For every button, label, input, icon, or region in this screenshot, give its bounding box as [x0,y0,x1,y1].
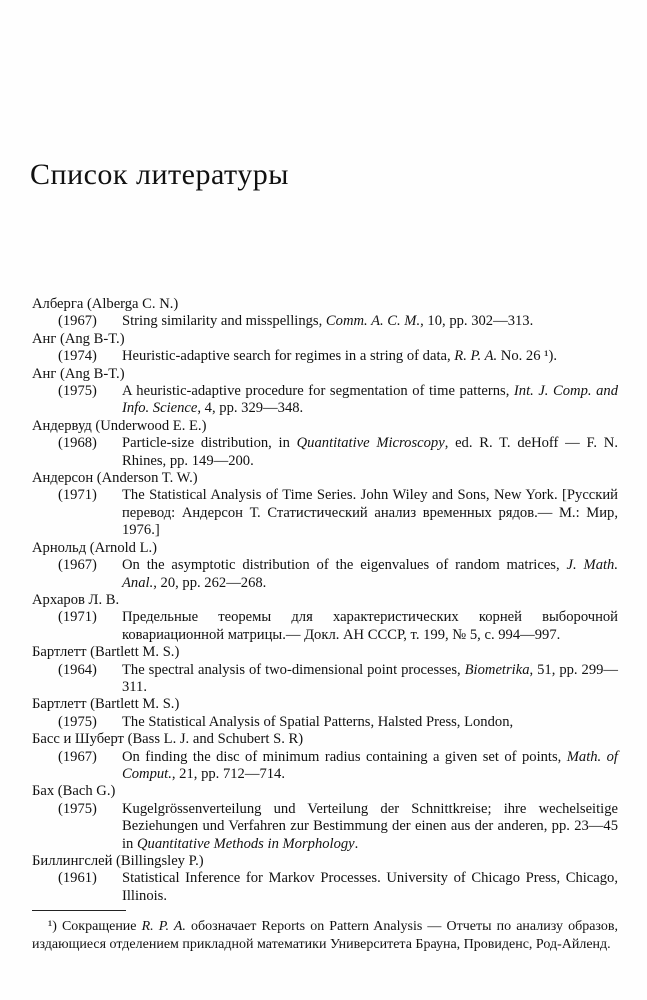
reference-text-pre: Statistical Inference for Markov Processes. University of Chicago Press, Chicago, Illinois. [122,870,618,904]
reference-entry [32,592,618,644]
reference-text-post: , 10, pp. 302—313. [420,313,534,330]
footnote-mark: ¹) [48,919,57,934]
reference-text-pre: Heuristic-adaptive search for regimes in a string of data, [122,348,455,365]
reference-text-post: , ed. R. T. deHoff — F. N. Rhines, pp. 149—200. [122,435,618,469]
reference-text-pre: String similarity and misspellings, [122,313,326,330]
reference-journal: Int. J. Comp. and Info. Science [122,383,618,417]
reference-text-pre: Предельные теоремы для характеристических корней выборочной ковариационной матрицы.— Докл. АН СССР, т. 199, № 5, с. 994—997. [122,609,618,643]
reference-author: Бартлетт (Bartlett M. S.) [32,696,180,713]
reference-year: (1967) [58,748,97,765]
reference-text-pre: A heuristic-adaptive procedure for segmentation of time patterns, [122,383,514,400]
reference-journal: Comm. A. C. M. [325,313,421,330]
reference-text [122,714,618,731]
reference-author: Андерсон (Anderson T. W.) [32,470,198,487]
reference-entry [32,783,618,853]
reference-year: (1967) [58,313,97,330]
reference-text-pre: The spectral analysis of two-dimensional point processes, [122,661,465,678]
reference-journal: Quantitative Microscopy [296,435,445,452]
reference-entry [32,696,618,731]
reference-author: Биллингслей (Billingsley P.) [32,853,204,869]
reference-entry [32,540,618,592]
reference-entry [32,644,618,696]
reference-entry [32,853,618,905]
reference-text-post: , 20, pp. 262—268. [153,574,267,591]
reference-entry [32,331,618,366]
reference-item [32,801,618,853]
reference-text [122,383,618,418]
reference-text [122,313,618,330]
reference-item [32,487,618,539]
reference-journal: Math. of Comput. [122,748,618,782]
reference-journal: R. P. A. [454,348,498,365]
reference-author: Арнольд (Arnold L.) [32,539,158,556]
reference-entry [32,366,618,418]
reference-author: Басс и Шуберт (Bass L. J. and Schubert S. R) [32,731,304,748]
reference-text [122,557,618,592]
reference-year: (1975) [58,713,97,730]
reference-year: (1968) [58,435,97,452]
page-title: Список литературы [30,158,289,191]
reference-text-pre: Kugelgrössenverteilung und Verteilung der Schnittkreise; ihre wechelseitige Beziehungen und Verfahren zur Bestimmung der einen aus der anderen, pp. 23—45 in [122,800,618,852]
reference-text-post: , 21, pp. 712—714. [171,765,285,782]
footnote [32,918,618,954]
reference-text-post: , 4, pp. 329—348. [197,400,304,417]
reference-item [32,383,618,418]
reference-text [122,609,618,644]
reference-text [122,870,618,905]
reference-entry [32,296,618,331]
reference-year: (1974) [58,348,97,365]
reference-text-pre: On the asymptotic distribution of the eigenvalues of random matrices, [122,557,567,574]
reference-text [122,662,618,697]
reference-entry [32,418,618,470]
reference-author: Анг (Ang B-T.) [32,330,125,347]
reference-item [32,435,618,470]
reference-text-post: , 51, pp. 299—311. [122,661,618,695]
reference-author: Анг (Ang B-T.) [32,365,125,382]
reference-text [122,749,618,784]
reference-item [32,313,618,330]
reference-text-pre: On finding the disc of minimum radius containing a given set of points, [122,748,567,765]
reference-list [32,296,618,905]
reference-year: (1971) [58,487,97,504]
reference-text [122,487,618,539]
reference-year: (1975) [58,800,97,817]
footnote-text-pre: Сокращение [56,919,142,934]
reference-item [32,870,618,905]
reference-item [32,609,618,644]
reference-year: (1971) [58,609,97,626]
reference-text-post: . [354,835,359,852]
reference-entry [32,470,618,540]
reference-text [122,348,618,365]
footnote-text-post: обозначает Reports on Pattern Analysis — Отчеты по анализу образов, издающиеся отделением прикладной математики Университета Брауна, Провиденс, Род-Айленд. [32,919,618,952]
reference-item [32,557,618,592]
reference-text-pre: The Statistical Analysis of Spatial Patterns, Halsted Press, London, [122,713,514,730]
reference-text-pre: Particle-size distribution, in [122,435,297,452]
reference-year: (1961) [58,870,97,887]
reference-author: Алберга (Alberga C. N.) [32,296,179,312]
reference-journal: J. Math. Anal. [122,557,618,591]
reference-text-pre: The Statistical Analysis of Time Series. John Wiley and Sons, New York. [Русский перевод: Андерсон Т. Статистический анализ временных рядов.— М.: Мир, 1976.] [122,487,618,539]
reference-item [32,662,618,697]
reference-author: Бах (Bach G.) [32,783,116,800]
reference-entry [32,731,618,783]
reference-text [122,435,618,470]
reference-item [32,714,618,731]
reference-year: (1975) [58,383,97,400]
reference-journal: Quantitative Methods in Morphology [137,835,355,852]
reference-year: (1967) [58,557,97,574]
reference-text [122,801,618,853]
reference-author: Андервуд (Underwood E. E.) [32,417,207,434]
reference-year: (1964) [58,661,97,678]
reference-author: Бартлетт (Bartlett M. S.) [32,644,180,661]
reference-author: Архаров Л. В. [32,591,120,608]
footnote-divider [32,910,126,911]
reference-item [32,749,618,784]
footnote-abbreviation: R. P. A. [141,919,186,934]
reference-journal: Biometrika [464,661,530,678]
reference-text-post: No. 26 ¹). [497,348,558,365]
reference-item [32,348,618,365]
